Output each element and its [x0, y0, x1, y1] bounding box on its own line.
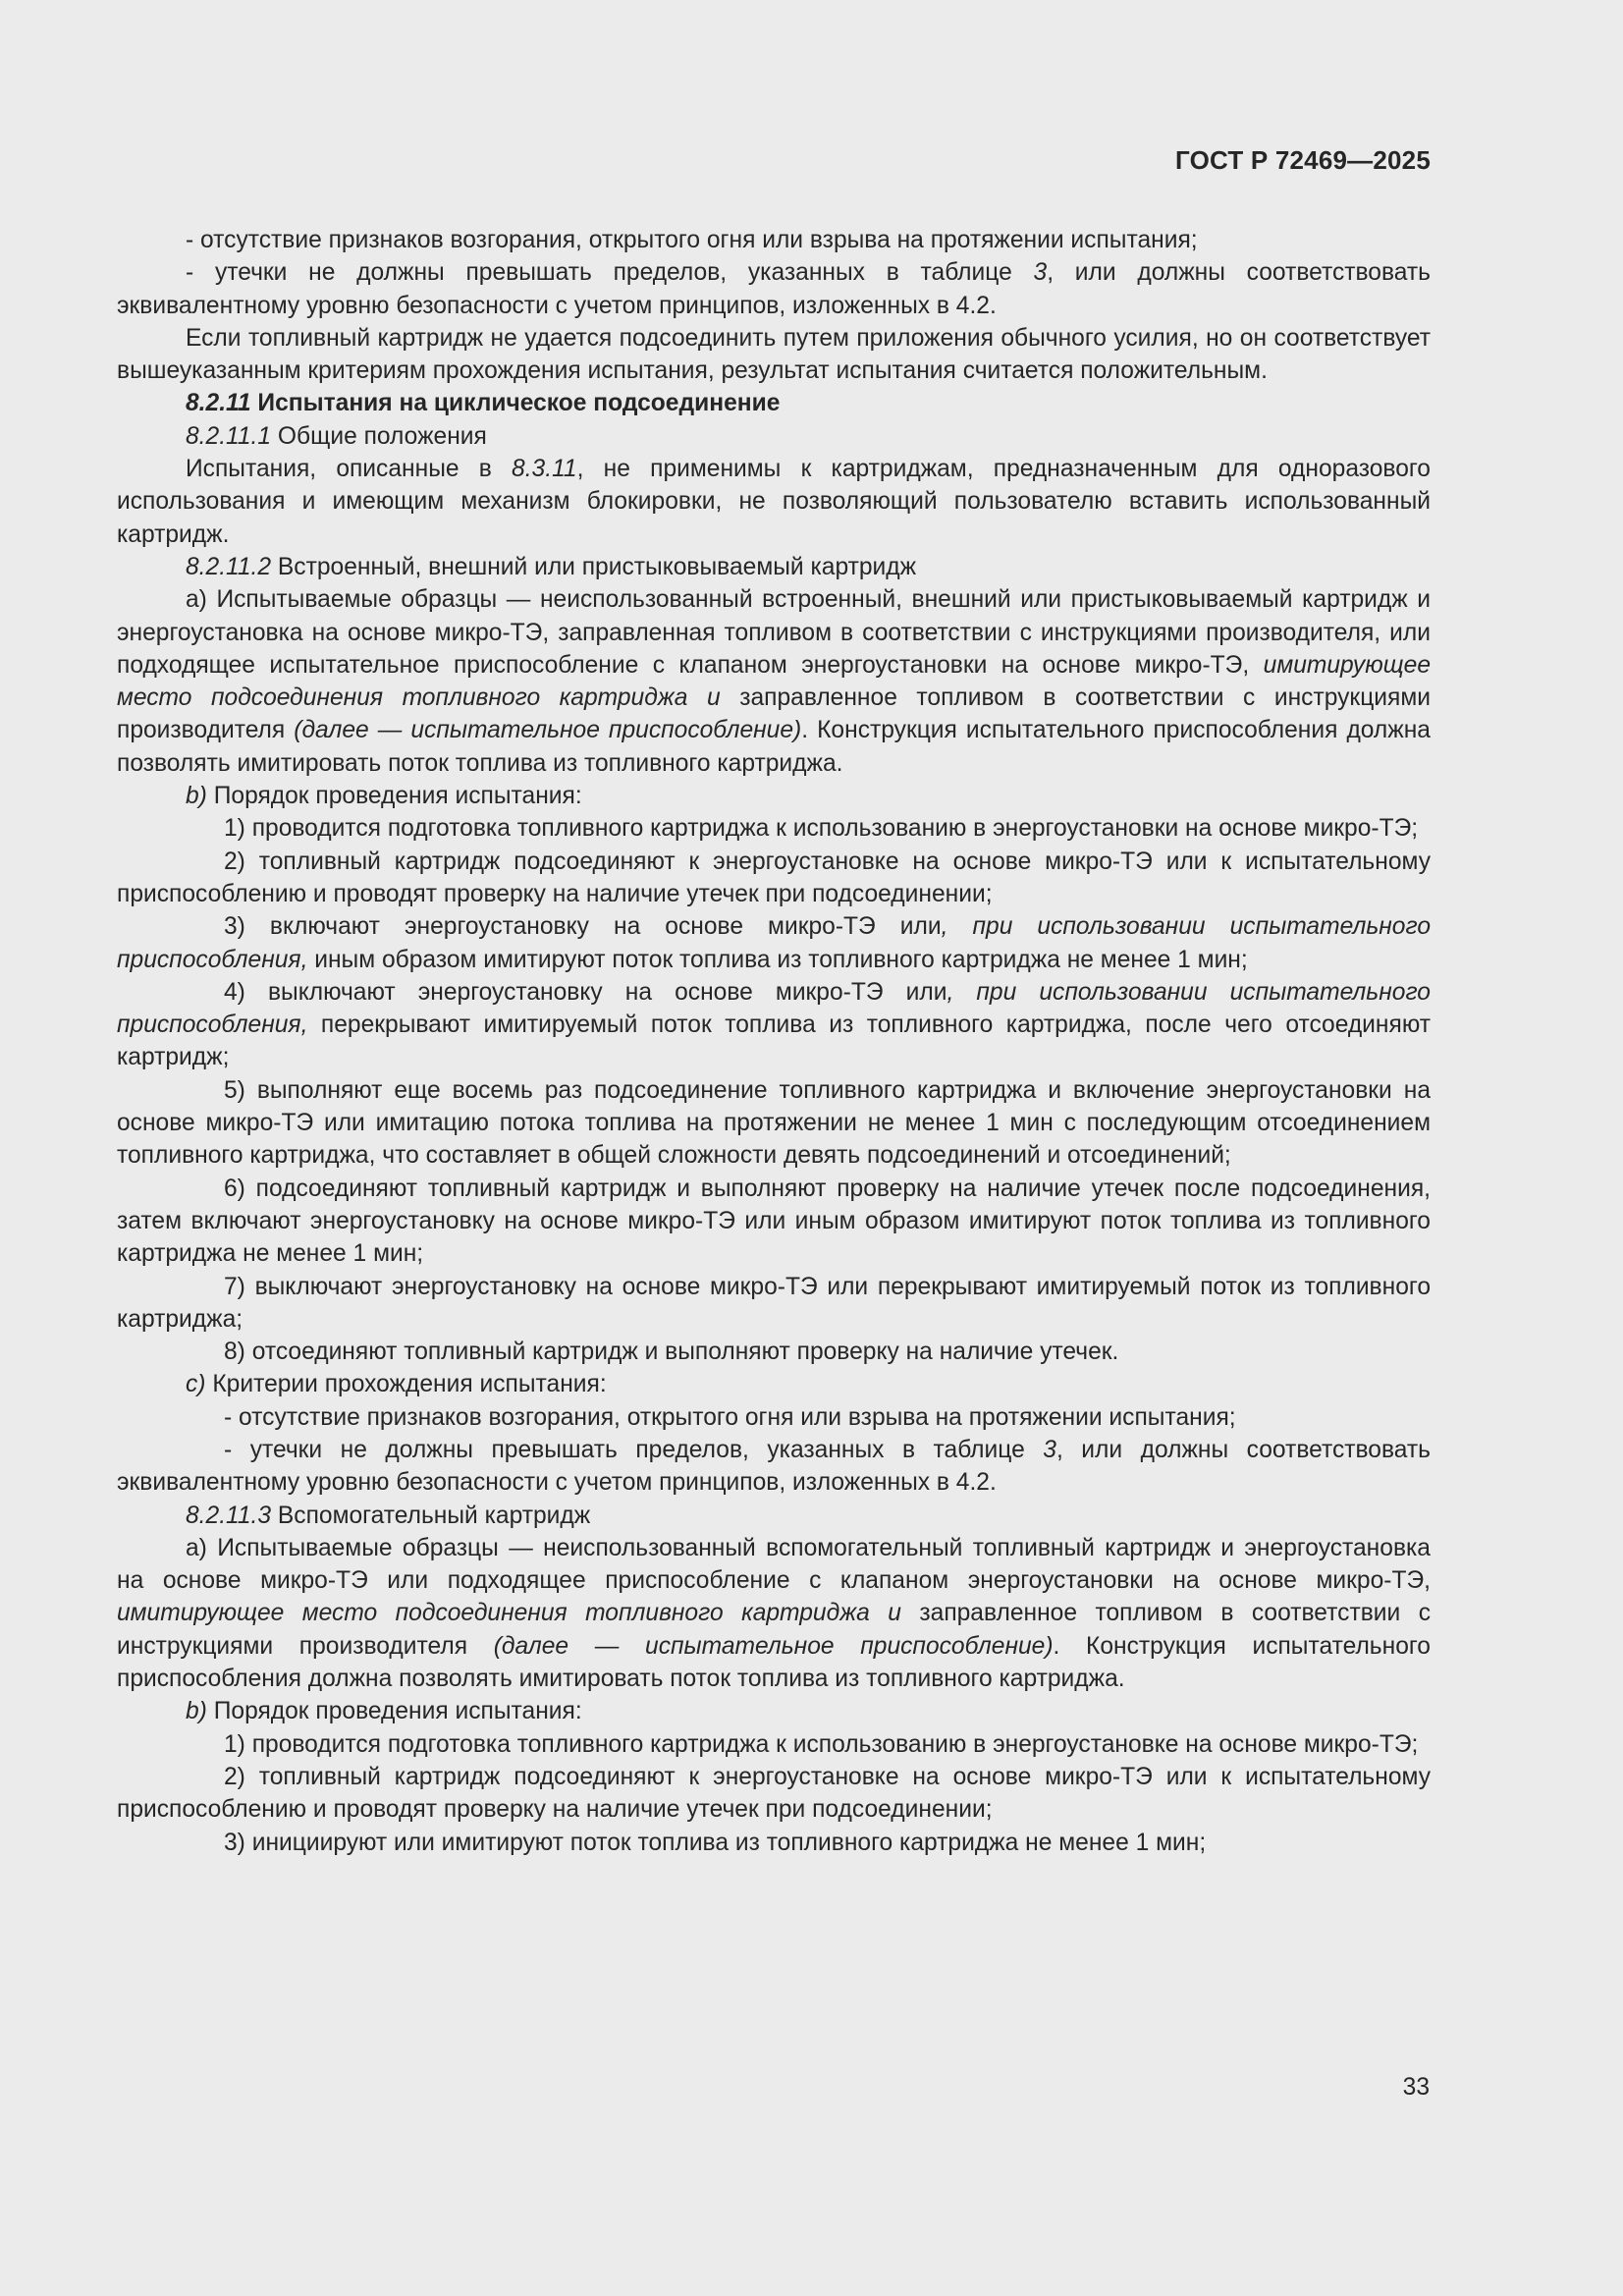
section-heading-8-2-11 [117, 387, 1431, 419]
step-7: 7) выключают энергоустановку на основе микро-ТЭ или перекрывают имитируемый поток из топливного картриджа; [117, 1273, 1431, 1333]
item-a-test-samples [117, 583, 1431, 780]
paragraph-general [117, 453, 1431, 551]
subsection-heading-8-2-11-1 [117, 420, 1431, 453]
step-3 [117, 910, 1431, 976]
text-run-italic: (далее — испытательное приспособление) [493, 1632, 1054, 1660]
step-2: 2) топливный картридж подсоединяют к энергоустановке на основе микро-ТЭ или к испытательному приспособлению и проводят проверку на наличие утечек при подсоединении; [117, 1763, 1431, 1824]
text-run-italic: имитирующее место подсоединения топливного картриджа и [117, 1600, 901, 1627]
step-1: 1) проводится подготовка топливного картриджа к использованию в энергоустановки на основе микро-ТЭ; [224, 815, 1419, 843]
text-run: , или должны соответствовать эквивалентному уровню безопасности с учетом принципов, изложенных в 4.2. [117, 259, 1431, 319]
criterion-no-fire: - отсутствие признаков возгорания, открытого огня или взрыва на протяжении испытания; [186, 227, 1198, 253]
text-run-italic: , при использовании испытательного приспособления, [117, 978, 1431, 1039]
text-run: a) Испытываемые образцы — неиспользованный вспомогательный топливный картридж и энергоустановка на основе микро-ТЭ или подходящее приспособление с клапаном энергоустановки на основе микро-ТЭ, [117, 1534, 1431, 1595]
item-letter: b) [186, 783, 207, 810]
text-run: Испытания, описанные в [186, 456, 513, 483]
subsection-title: Вспомогательный картридж [271, 1502, 591, 1529]
criterion-leaks [117, 256, 1431, 322]
step-1: 1) проводится подготовка топливного картриджа к использованию в энергоустановке на основе микро-ТЭ; [224, 1730, 1419, 1758]
criterion-leaks [117, 1434, 1431, 1500]
subsection-number: 8.2.11.2 [186, 553, 272, 580]
subsection-number: 8.2.11.3 [186, 1502, 272, 1529]
step-3: 3) инициируют или имитируют поток топлива из топливного картриджа не менее 1 мин; [224, 1829, 1207, 1856]
step-4 [117, 976, 1431, 1074]
text-run: a) Испытываемые образцы — неиспользованный встроенный, внешний или пристыковываемый картридж и энергоустановка на основе микро-ТЭ, заправленная топливом в соответствии с инструкциями производителя, или подходящее испытательное приспособление с клапаном энергоустановки на основе микро-ТЭ, [117, 586, 1431, 679]
section-number: 8.2.11 [186, 390, 251, 417]
subsection-heading-8-2-11-2 [117, 551, 1431, 583]
text-run: . Конструкция испытательного приспособления должна позволять имитировать поток топлива из топливного картриджа. [117, 717, 1431, 777]
text-run-italic: , при использовании испытательного приспособления, [117, 913, 1432, 973]
text-run: Порядок проведения испытания: [206, 783, 582, 810]
subsection-heading-8-2-11-3 [117, 1500, 1431, 1532]
text-run: заправленное топливом в соответствии с инструкциями производителя [117, 684, 1431, 744]
item-c-criteria [117, 1368, 1431, 1400]
subsection-title: Общие положения [271, 422, 487, 450]
item-letter: b) [186, 1698, 207, 1725]
text-run: - утечки не должны превышать пределов, указанных в таблице [186, 259, 1034, 287]
step-8: 8) отсоединяют топливный картридж и выполняют проверку на наличие утечек. [224, 1339, 1119, 1366]
text-run: заправленное топливом в соответствии с инструкциями производителя [117, 1600, 1431, 1660]
text-run: перекрывают имитируемый поток топлива из топливного картриджа, после чего отсоединяют картридж; [117, 1011, 1431, 1071]
step-2: 2) топливный картридж подсоединяют к энергоустановке на основе микро-ТЭ или к испытательному приспособлению и проводят проверку на наличие утечек при подсоединении; [117, 847, 1431, 907]
text-run: , не применимы к картриджам, предназначенным для одноразового использования и имеющим механизм блокировки, не позволяющий пользователю вставить использованный картридж. [117, 456, 1431, 548]
table-reference: 3 [1043, 1436, 1056, 1463]
paragraph-connection-force: Если топливный картридж не удается подсоединить путем приложения обычного усилия, но он соответствует вышеуказанным критериям прохождения испытания, результат испытания считается положительным. [117, 324, 1431, 385]
text-run-italic: имитирующее место подсоединения топливного картриджа и [117, 651, 1431, 712]
item-letter: c) [186, 1371, 206, 1398]
step-5: 5) выполняют еще восемь раз подсоединение топливного картриджа и включение энергоустановки на основе микро-ТЭ или имитацию потока топлива на протяжении не менее 1 мин с последующим отсоединением топливного картриджа, что составляет в общей сложности девять подсоединений и отсоединений; [117, 1076, 1431, 1170]
text-run: Критерии прохождения испытания: [205, 1371, 607, 1398]
subsection-title: Встроенный, внешний или пристыковываемый картридж [271, 553, 917, 580]
page-number: 33 [1402, 2074, 1430, 2101]
table-reference: 3 [1033, 259, 1048, 287]
text-run: Порядок проведения испытания: [206, 1698, 582, 1725]
text-run: иным образом имитируют поток топлива из топливного картриджа не менее 1 мин; [307, 946, 1248, 973]
text-run: . Конструкция испытательного приспособления должна позволять имитировать поток топлива из топливного картриджа. [117, 1632, 1431, 1693]
step-6: 6) подсоединяют топливный картридж и выполняют проверку на наличие утечек после подсоединения, затем включают энергоустановку на основе микро-ТЭ или иным образом имитируют поток топлива из топливного картриджа не менее 1 мин; [117, 1175, 1431, 1268]
criterion-no-fire: - отсутствие признаков возгорания, открытого огня или взрыва на протяжении испытания; [224, 1403, 1236, 1431]
clause-reference: 8.3.11 [512, 456, 577, 483]
section-title: Испытания на циклическое подсоединение [250, 390, 781, 417]
text-run-italic: (далее — испытательное приспособление) [294, 717, 802, 744]
text-run: 3) включают энергоустановку на основе микро-ТЭ или [224, 913, 942, 941]
item-b-procedure [117, 1695, 1431, 1727]
document-body [117, 224, 1431, 1859]
item-a-test-samples [117, 1532, 1431, 1695]
text-run: - утечки не должны превышать пределов, указанных в таблице [224, 1436, 1044, 1463]
document-code-header: ГОСТ Р 72469—2025 [1175, 145, 1431, 175]
text-run: 4) выключают энергоустановку на основе микро-ТЭ или [224, 978, 947, 1006]
item-b-procedure [117, 780, 1431, 812]
subsection-number: 8.2.11.1 [186, 422, 272, 450]
text-run: , или должны соответствовать эквивалентному уровню безопасности с учетом принципов, изложенных в 4.2. [117, 1436, 1431, 1497]
